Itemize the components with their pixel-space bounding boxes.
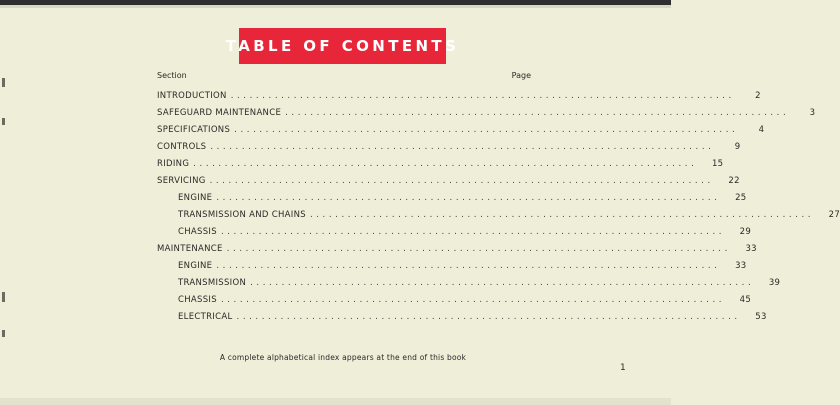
binding-mark (2, 78, 5, 87)
toc-entry-servicing[interactable] (157, 172, 740, 189)
binding-mark (2, 330, 5, 337)
toc-entry-label: SPECIFICATIONS (157, 124, 231, 135)
page-column-label: Page (511, 71, 531, 80)
dot-leader: ................................................................................ (209, 175, 714, 186)
toc-entry-page: 22 (728, 175, 740, 186)
toc-entry-controls[interactable] (157, 138, 741, 155)
toc-header (157, 71, 531, 83)
page-number: 1 (620, 363, 626, 373)
toc-subentry-servicing-transmission-chains[interactable] (157, 206, 840, 223)
toc-entry-page: 33 (735, 260, 747, 271)
section-column-label: Section (157, 71, 187, 80)
toc-entry-page: 27 (828, 209, 840, 220)
dot-leader: ................................................................................ (210, 141, 715, 152)
dot-leader: ................................................................................ (226, 243, 731, 254)
toc-entry-page: 9 (734, 141, 741, 152)
toc-subentry-maintenance-engine[interactable] (157, 257, 747, 274)
toc-entry-label: MAINTENANCE (157, 243, 223, 254)
scan-top-edge (0, 5, 671, 8)
toc-entry-label: TRANSMISSION AND CHAINS (178, 209, 306, 220)
toc-list (157, 87, 840, 325)
toc-entry-page: 53 (755, 311, 767, 322)
toc-entry-specifications[interactable] (157, 121, 765, 138)
toc-entry-page: 4 (758, 124, 765, 135)
toc-subentry-maintenance-transmission[interactable] (157, 274, 781, 291)
dot-leader: ................................................................................ (220, 226, 726, 237)
dot-leader: ................................................................................ (309, 209, 815, 220)
toc-entry-page: 25 (735, 192, 747, 203)
toc-entry-label: CONTROLS (157, 141, 207, 152)
toc-entry-riding[interactable] (157, 155, 724, 172)
toc-entry-label: SAFEGUARD MAINTENANCE (157, 107, 282, 118)
toc-entry-label: CHASSIS (178, 294, 217, 305)
toc-entry-label: ENGINE (178, 260, 213, 271)
toc-title: TABLE OF CONTENTS (239, 28, 446, 64)
toc-subentry-maintenance-electrical[interactable] (157, 308, 767, 325)
binding-mark (2, 292, 5, 302)
binding-mark (2, 118, 5, 125)
toc-entry-page: 33 (745, 243, 757, 254)
scan-bottom-edge (0, 398, 671, 405)
toc-entry-maintenance[interactable] (157, 240, 757, 257)
toc-entry-label: TRANSMISSION (178, 277, 247, 288)
toc-entry-page: 15 (711, 158, 724, 169)
toc-entry-label: ELECTRICAL (178, 311, 233, 322)
toc-subentry-maintenance-chassis[interactable] (157, 291, 752, 308)
toc-subentry-servicing-engine[interactable] (157, 189, 747, 206)
dot-leader: ................................................................................ (216, 192, 721, 203)
dot-leader: ................................................................................ (285, 107, 790, 118)
dot-leader: ................................................................................ (193, 158, 698, 169)
toc-entry-label: SERVICING (157, 175, 206, 186)
toc-entry-page: 39 (768, 277, 781, 288)
toc-entry-label: ENGINE (178, 192, 213, 203)
dot-leader: ................................................................................ (236, 311, 741, 322)
toc-entry-page: 2 (755, 90, 761, 101)
toc-entry-page: 45 (739, 294, 752, 305)
index-footnote: A complete alphabetical index appears at the end of this book (219, 353, 467, 362)
toc-entry-page: 3 (809, 107, 816, 118)
dot-leader: ................................................................................ (250, 277, 755, 288)
dot-leader: ................................................................................ (234, 124, 739, 135)
toc-entry-label: RIDING (157, 158, 190, 169)
toc-entry-label: INTRODUCTION (157, 90, 227, 101)
toc-entry-page: 29 (739, 226, 752, 237)
toc-entry-label: CHASSIS (178, 226, 217, 237)
dot-leader: ................................................................................ (220, 294, 726, 305)
toc-subentry-servicing-chassis[interactable] (157, 223, 752, 240)
dot-leader: ................................................................................ (216, 260, 721, 271)
toc-entry-introduction[interactable] (157, 87, 761, 104)
toc-entry-safeguard-maintenance[interactable] (157, 104, 816, 121)
dot-leader: ................................................................................ (230, 90, 735, 101)
